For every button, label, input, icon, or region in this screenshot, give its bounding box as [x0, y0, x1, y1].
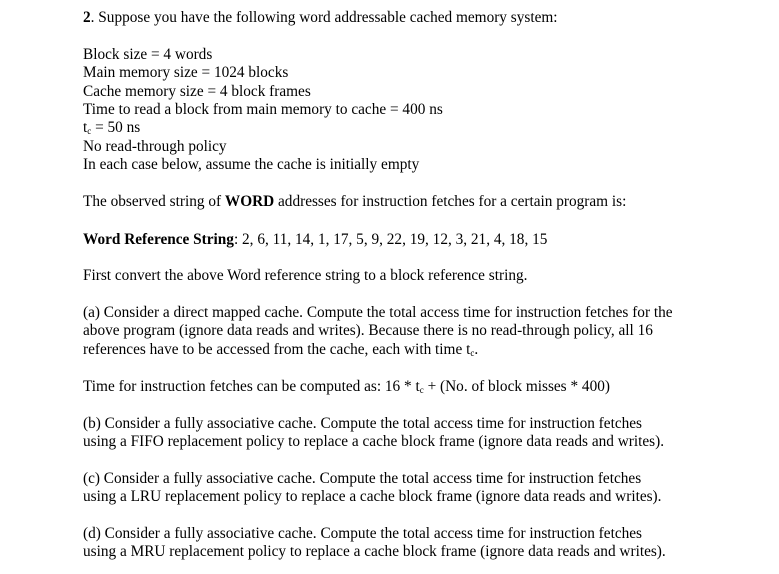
observed-line: [83, 193, 626, 211]
part-a-line2: above program (ignore data reads and writes). Because there is no read-through policy, all 16: [83, 322, 653, 339]
part-a-line3: [83, 341, 478, 359]
part-d-line2: using a MRU replacement policy to replace a cache block frame (ignore data reads and writes).: [83, 543, 666, 560]
reference-value: : 2, 6, 11, 14, 1, 17, 5, 9, 22, 19, 12, 3, 21, 4, 18, 15: [233, 231, 548, 248]
part-c-line1: (c) Consider a fully associative cache. Compute the total access time for instruction fetches: [83, 470, 642, 487]
part-a-sub: c: [470, 348, 475, 358]
param-policy: No read-through policy: [83, 138, 227, 155]
part-c-line2: using a LRU replacement policy to replace a cache block frame (ignore data reads and writes).: [83, 488, 662, 505]
param-block-size: Block size = 4 words: [83, 46, 213, 63]
part-a-line3-post: .: [474, 341, 479, 358]
param-cache-size: Cache memory size = 4 block frames: [83, 83, 311, 100]
observed-bold: WORD: [224, 193, 275, 210]
formula-post: + (No. of block misses * 400): [423, 378, 610, 395]
intro-text: . Suppose you have the following word addressable cached memory system:: [90, 9, 558, 26]
part-b-line2: using a FIFO replacement policy to replace a cache block frame (ignore data reads and writes).: [83, 433, 665, 450]
param-read-time: Time to read a block from main memory to cache = 400 ns: [83, 101, 443, 118]
tc-value: = 50 ns: [91, 119, 141, 136]
question-number: 2: [83, 9, 91, 26]
part-a-line3-pre: references have to be accessed from the cache, each with time t: [83, 341, 471, 358]
param-tc: [83, 119, 140, 137]
question-intro: [83, 9, 558, 27]
param-assumption: In each case below, assume the cache is initially empty: [83, 156, 420, 173]
part-d-line1: (d) Consider a fully associative cache. Compute the total access time for instruction fetches: [83, 525, 643, 542]
tc-sub: c: [87, 126, 92, 136]
param-main-memory: Main memory size = 1024 blocks: [83, 64, 289, 81]
formula-sub: c: [419, 385, 424, 395]
part-a-line1: (a) Consider a direct mapped cache. Compute the total access time for instruction fetches for the: [83, 304, 673, 321]
part-b-line1: (b) Consider a fully associative cache. Compute the total access time for instruction fetches: [83, 415, 643, 432]
formula-pre: Time for instruction fetches can be computed as: 16 * t: [83, 378, 420, 395]
tc-t: t: [83, 119, 88, 136]
convert-instruction: First convert the above Word reference string to a block reference string.: [83, 267, 528, 284]
reference-label: Word Reference String: [83, 231, 234, 248]
observed-pre: The observed string of: [83, 193, 225, 210]
formula-line: [83, 378, 610, 396]
observed-post: addresses for instruction fetches for a certain program is:: [274, 193, 627, 210]
reference-string: [83, 231, 547, 249]
